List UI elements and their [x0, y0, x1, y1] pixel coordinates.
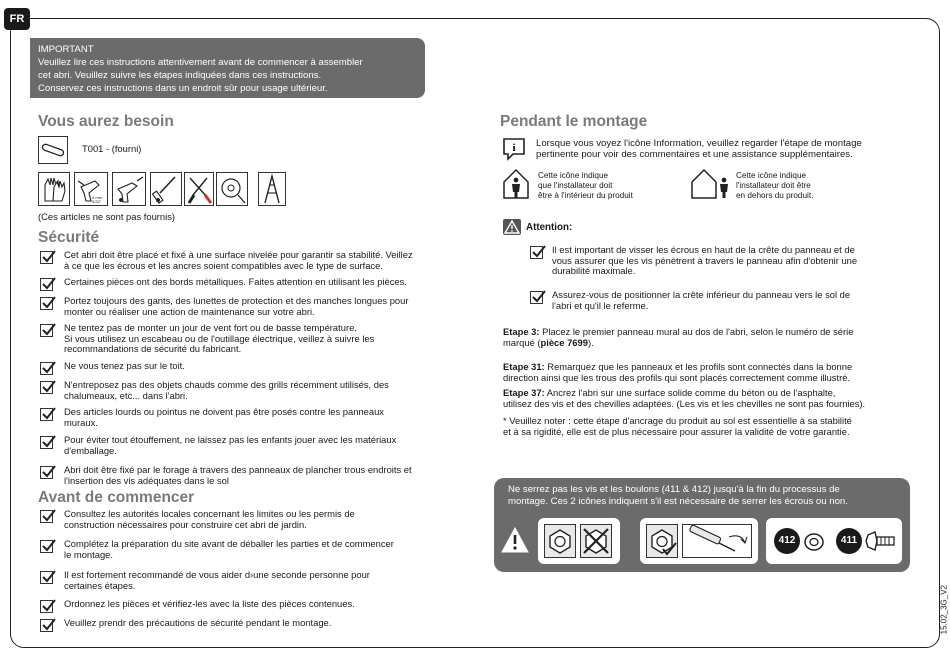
- safety-item-line: Certaines pièces ont des bords métalliques. Faites attention en utilisant les pièces.: [64, 276, 407, 287]
- checkbox-icon: [40, 510, 53, 523]
- safety-item-line: Cet abri doit être placé et fixé à une surface nivelée pour garantir sa stabilité. Veillez: [64, 249, 413, 260]
- important-notice: [30, 38, 425, 98]
- caution-icon: [500, 526, 530, 554]
- before-item-line: Il est fortement recommandé de vous aider d›une seconde personne pour: [64, 569, 370, 580]
- before-item-line: Ordonnez les pièces et vérifiez-les avec la liste des pièces contenues.: [64, 598, 355, 609]
- checkbox-icon: [530, 291, 543, 304]
- washer-icon: [803, 531, 825, 553]
- safety-item-line: Pour éviter tout étouffement, ne laissez pas les enfants jouer avec les matériaux: [64, 434, 397, 445]
- safety-item-line: Ne vous tenez pas sur le toit.: [64, 360, 185, 371]
- step-31-text: Remarquez que les panneaux et les profils sont connectés dans la bonne: [544, 361, 853, 372]
- important-title: IMPORTANT: [38, 44, 94, 55]
- attention-label: Attention:: [526, 222, 573, 233]
- need-note: (Ces articles ne sont pas fournis): [38, 211, 176, 222]
- info-line-2: pertinente pour voir des commentaires et une assistance supplémentaires.: [536, 149, 853, 160]
- step-3-text: Placez le premier panneau mural au dos de l'abri, selon le numéro de série: [539, 326, 854, 337]
- safety-item-line: d'emballage.: [64, 444, 117, 456]
- tin-snips-icon: [184, 172, 214, 206]
- before-item-line: Consultez les autorités locales concernant les limites ou les permis de: [64, 508, 355, 519]
- part-411-badge: 411: [836, 528, 862, 554]
- warning-icon: [503, 219, 521, 235]
- checkbox-icon: [40, 251, 53, 264]
- before-item-line: construction nécessaires pour construire cet abri de jardin.: [64, 518, 307, 530]
- checkbox-icon: [40, 381, 53, 394]
- step-31: [503, 361, 852, 383]
- safety-item-line: l'insertion des vis adéquates dans le sol: [64, 474, 229, 486]
- need-title: Vous aurez besoin: [38, 113, 174, 130]
- nut-tightened-icon: [646, 524, 678, 558]
- attention-item-line: durabilité maximale.: [552, 265, 636, 276]
- checkbox-icon: [40, 600, 53, 613]
- safety-item-line: Portez toujours des gants, des lunettes de protection et des manches longues pour: [64, 295, 409, 306]
- attention-item-line: Assurez-vous de positionner la crête inférieur du panneau vers le sol de: [552, 289, 851, 300]
- checkbox-icon: [40, 278, 53, 291]
- outside-note-line: l'installateur doit être: [736, 181, 811, 190]
- important-line-3: Conservez ces instructions dans un endroit sûr pour usage ultérieur.: [38, 83, 328, 94]
- outside-note-line: Cette icône indique: [736, 171, 807, 180]
- important-line-1: Veuillez lire ces instructions attentivement avant de commencer à assembler: [38, 57, 363, 68]
- checkbox-icon: [40, 408, 53, 421]
- nut-icon: [544, 524, 576, 558]
- safety-item-line: à ce que les écrous et les ancres soient compatibles avec le type de surface.: [64, 259, 383, 271]
- attention-item-line: vous assurer que les vis pénètrent à travers le panneau afin d'obtenir une: [552, 254, 858, 266]
- checkbox-icon: [40, 362, 53, 375]
- drill-bit-size: 4 mm 5/32": [92, 195, 102, 204]
- step-3: [503, 326, 853, 348]
- ladder-icon: [258, 172, 286, 206]
- no-tighten-icon: [580, 524, 612, 558]
- step-3-text: ).: [587, 337, 594, 348]
- safety-item-line: monter ou réaliser une action de maintenance sur votre abri.: [64, 305, 315, 317]
- checkbox-icon: [40, 297, 53, 310]
- step-3-part: pièce 7699: [540, 337, 588, 348]
- part-412-badge: 412: [774, 528, 800, 554]
- do-not-tighten-box: [538, 518, 620, 564]
- safety-item-line: Ne tentez pas de monter un jour de vent fort ou de basse température.: [64, 322, 357, 333]
- svg-text:i: i: [512, 142, 516, 154]
- during-title: Pendant le montage: [500, 113, 648, 130]
- checkbox-icon: [40, 571, 53, 584]
- step-3-text: marqué (: [503, 337, 541, 348]
- inside-note-line: Cette icône indique: [538, 171, 609, 180]
- checkbox-icon: [40, 466, 53, 479]
- before-item-line: le montage.: [64, 548, 113, 560]
- document-code: 15.02_3G_V2: [939, 585, 948, 635]
- safety-item-line: chalumeaux, etc... dans l'abri.: [64, 389, 188, 401]
- step-37: [503, 387, 865, 409]
- step-37-text: utilisez des vis et des chevilles adaptées. (Les vis et les chevilles ne sont pas fournies).: [503, 398, 866, 409]
- step-37-text: Ancrez l'abri sur une surface solide comme du béton ou de l'asphalte,: [544, 387, 836, 398]
- step-3-label: Etape 3:: [503, 326, 540, 337]
- safety-item-line: Abri doit être fixé par le forage à travers des panneaux de plancher trous endroits et: [64, 464, 412, 475]
- info-icon: [502, 137, 526, 161]
- important-line-2: cet abri. Veuillez suivre les étapes indiquées dans ces instructions.: [38, 70, 322, 81]
- checkbox-icon: [40, 619, 53, 632]
- info-line-1: Lorsque vous voyez l'icône Information, veuillez regarder l'étape de montage: [536, 138, 862, 149]
- gloves-icon: [38, 172, 70, 206]
- outside-note-line: en dehors du produit.: [736, 191, 814, 200]
- safety-item-line: muraux.: [64, 416, 98, 428]
- checkbox-icon: [40, 436, 53, 449]
- bolt-reference-box: [766, 518, 902, 564]
- tightening-banner: [494, 478, 910, 572]
- tighten-box: [640, 518, 758, 564]
- attention-item-line: l'abri et qu'il le referme.: [552, 299, 649, 311]
- bolt-icon: [865, 529, 897, 553]
- step-31-text: direction ainsi que les trous des profils qui sont placés correctement comme illustré.: [503, 372, 851, 383]
- screwdriver-drill-icon: [112, 172, 146, 206]
- inside-note-line: être à l'intérieur du produit: [538, 191, 633, 200]
- before-title: Avant de commencer: [38, 489, 195, 506]
- safety-item-line: Des articles lourds ou pointus ne doivent pas être posés contre les panneaux: [64, 406, 384, 417]
- checkbox-icon: [530, 246, 543, 259]
- anchoring-note-line: et à sa rigidité, elle est de plus nécessaire pour assurer la validité de votre garantie.: [503, 426, 850, 437]
- drill-icon: [74, 172, 108, 206]
- before-item-line: Veuillez prendr des précautions de sécurité pendant le montage.: [64, 617, 332, 628]
- part-t001-icon: [38, 136, 68, 164]
- safety-title: Sécurité: [38, 229, 100, 246]
- before-item-line: certaines étapes.: [64, 579, 136, 591]
- safety-item-line: N'entreposez pas des objets chauds comme des grills récemment utilisés, des: [64, 379, 389, 390]
- banner-line-1: Ne serrez pas les vis et les boulons (411 & 412) jusqu'à la fin du processus de: [508, 484, 840, 495]
- step-37-label: Etape 37:: [503, 387, 545, 398]
- step-31-label: Etape 31:: [503, 361, 545, 372]
- checkbox-icon: [40, 324, 53, 337]
- anchoring-note-line: * Veuillez noter : cette étape d'ancrage du produit au sol est essentielle à sa stabilité: [503, 415, 852, 426]
- safety-item-line: Si vous utilisez un escabeau ou de l'outillage électrique, veillez à suivre les: [64, 332, 375, 344]
- before-item-line: Complétez la préparation du site avant de déballer les parties et de commencer: [64, 538, 394, 549]
- banner-line-2: montage. Ces 2 icônes indiquent s'il est nécessaire de serrer les écrous ou non.: [508, 496, 848, 507]
- outside-house-icon: [690, 168, 734, 200]
- safety-item-line: recommandations de sécurité du fabricant.: [64, 343, 242, 354]
- tape-measure-icon: [216, 172, 248, 206]
- screwdriver-icon: [150, 172, 182, 206]
- anchoring-note: [503, 415, 852, 437]
- inside-note-line: que l'installateur doit: [538, 181, 613, 190]
- part-t001-label: T001 - (fourni): [82, 143, 142, 154]
- checkbox-icon: [40, 540, 53, 553]
- language-badge: FR: [4, 8, 30, 30]
- attention-item-line: Il est important de visser les écrous en haut de la crête du panneau et de: [552, 244, 855, 255]
- screwdriver-tighten-icon: [682, 524, 752, 558]
- inside-house-icon: [502, 168, 530, 200]
